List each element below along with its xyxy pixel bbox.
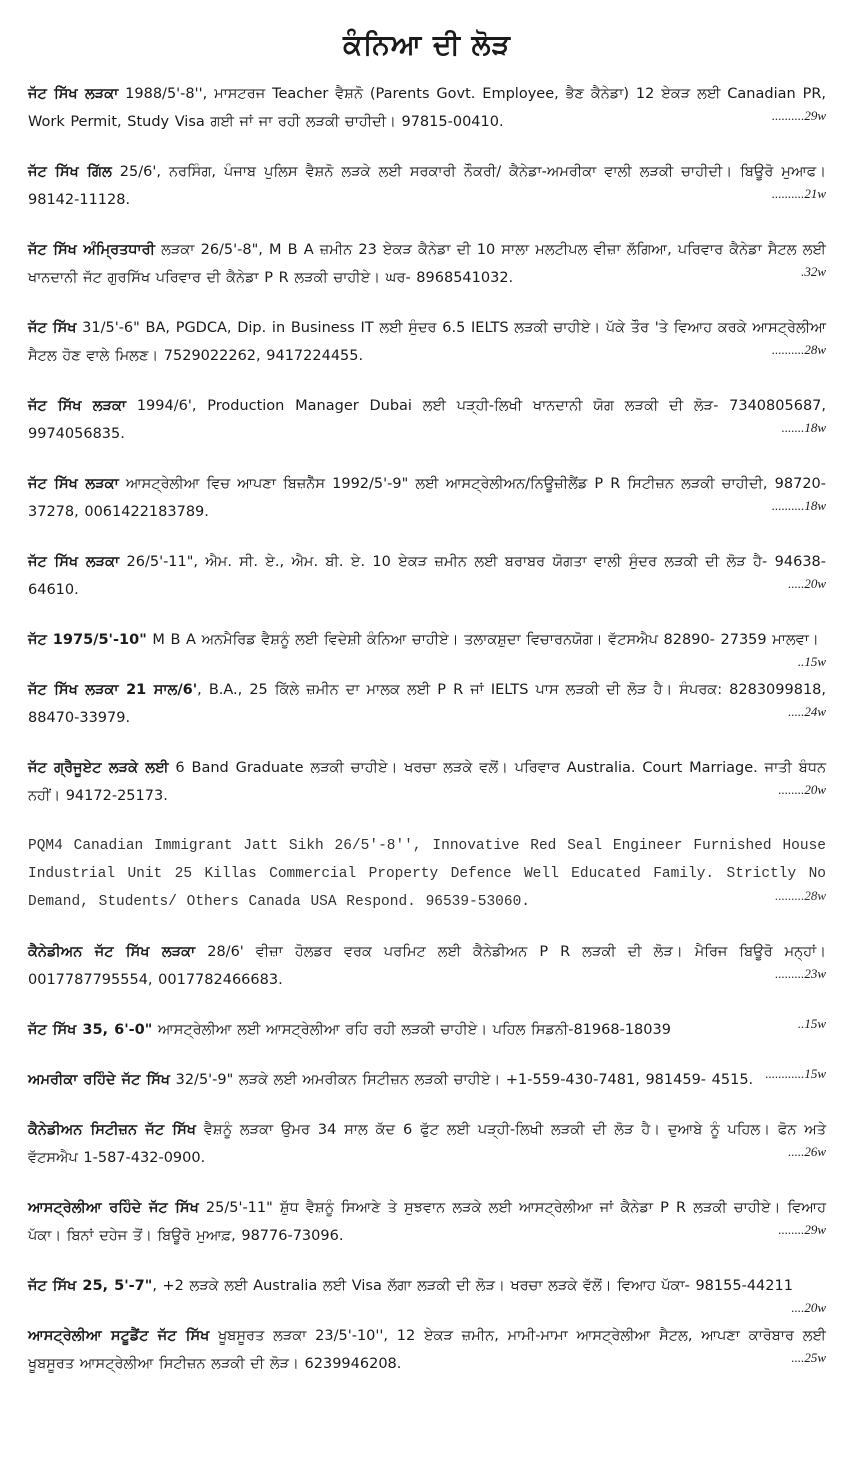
ad-lead: ਜੱਟ ਸਿੱਖ 25, 5'-7" xyxy=(28,1278,153,1294)
ad-text: , B.A., 25 ਕਿੱਲੇ ਜ਼ਮੀਨ ਦਾ ਮਾਲਕ ਲਈ P R ਜਾਂ IELTS ਪਾਸ ਲੜਕੀ ਦੀ ਲੋੜ ਹੈ। ਸੰਪਰਕ: 8283099818, 88470-33979. xyxy=(28,682,826,726)
classified-ad xyxy=(28,626,826,669)
ad-lead: ਆਸਟ੍ਰੇਲੀਆ ਰਹਿੰਦੇ ਜੱਟ ਸਿੱਖ xyxy=(28,1200,199,1216)
ad-code: ....20w xyxy=(791,1300,826,1315)
ad-code: ........29w xyxy=(778,1222,826,1237)
ad-code: .....26w xyxy=(788,1144,826,1159)
ad-code: ............15w xyxy=(765,1066,826,1081)
classified-ad xyxy=(28,80,826,136)
ad-text: 1988/5'-8'', ਮਾਸਟਰਜ Teacher ਵੈਸ਼ਨੋ (Parents Govt. Employee, ਭੈਣ ਕੈਨੇਡਾ) 12 ਏਕੜ ਲਈ Canadian PR, Work Permit, Study Visa ਗਈ ਜਾਂ ਜਾ ਰਹੀ ਲੜਕੀ ਚਾਹੀਦੀ। 97815-00410. xyxy=(28,86,827,130)
classified-ad xyxy=(28,236,826,292)
ad-lead: ਜੱਟ ਸਿੱਖ 35, 6'-0" xyxy=(28,1022,153,1038)
classified-ad xyxy=(28,470,826,526)
classified-ad xyxy=(28,1194,826,1250)
ad-code: ..........29w xyxy=(771,108,826,123)
classified-ad xyxy=(28,1016,826,1044)
ad-text: ਲੜਕਾ 26/5'-8", M B A ਜ਼ਮੀਨ 23 ਏਕੜ ਕੈਨੇਡਾ ਦੀ 10 ਸਾਲਾ ਮਲਟੀਪਲ ਵੀਜ਼ਾ ਲੱਗਿਆ, ਪਰਿਵਾਰ ਕੈਨੇਡਾ ਸੈਟਲ ਲਈ ਖਾਨਦਾਨੀ ਜੱਟ ਗੁਰਸਿੱਖ ਪਰਿਵਾਰ ਦੀ ਕੈਨੇਡਾ P R ਲੜਕੀ ਚਾਹੀਏ। ਘਰ- 8968541032. xyxy=(28,242,826,286)
ad-text: 28/6' ਵੀਜ਼ਾ ਹੋਲਡਰ ਵਰਕ ਪਰਮਿਟ ਲਈ ਕੈਨੇਡੀਅਨ P R ਲੜਕੀ ਦੀ ਲੋੜ। ਮੈਰਿਜ ਬਿਊਰੋ ਮਨ੍ਹਾਂ। 0017787795554, 0017782466683. xyxy=(28,944,826,988)
classified-ad xyxy=(28,832,826,916)
ad-text: ਆਸਟ੍ਰੇਲੀਆ ਲਈ ਆਸਟ੍ਰੇਲੀਆ ਰਹਿ ਰਹੀ ਲੜਕੀ ਚਾਹੀਏ। ਪਹਿਲ ਸਿਡਨੀ-81968-18039 xyxy=(152,1022,671,1038)
ad-lead: ਜੱਟ ਸਿੱਖ ਲੜਕਾ xyxy=(28,86,119,102)
ad-lead: ਜੱਟ ਸਿੱਖ ਲੜਕਾ xyxy=(28,476,119,492)
ad-lead: ਜੱਟ ਸਿੱਖ ਅੰਮ੍ਰਿਤਧਾਰੀ xyxy=(28,242,156,258)
ad-code: .........28w xyxy=(775,888,826,903)
ad-text: 25/5'-11" ਸ਼ੁੱਧ ਵੈਸ਼ਨੂੰ ਸਿਆਣੇ ਤੇ ਸੁਝਵਾਨ ਲੜਕੇ ਲਈ ਆਸਟ੍ਰੇਲੀਆ ਜਾਂ ਕੈਨੇਡਾ P R ਲੜਕੀ ਚਾਹੀਏ। ਵਿਆਹ ਪੱਕਾ। ਬਿਨਾਂ ਦਹੇਜ ਤੋਂ। ਬਿਊਰੋ ਮੁਆਫ਼, 98776-73096. xyxy=(28,1200,826,1244)
ad-text: ਖੂਬਸੂਰਤ ਲੜਕਾ 23/5'-10'', 12 ਏਕੜ ਜ਼ਮੀਨ, ਮਾਮੀ-ਮਾਮਾ ਆਸਟ੍ਰੇਲੀਆ ਸੈਟਲ, ਆਪਣਾ ਕਾਰੋਬਾਰ ਲਈ ਖੂਬਸੂਰਤ ਆਸਟ੍ਰੇਲੀਆ ਸਿਟੀਜ਼ਨ ਲੜਕੀ ਦੀ ਲੋੜ। 6239946208. xyxy=(28,1328,826,1372)
ad-text: , +2 ਲੜਕੇ ਲਈ Australia ਲਈ Visa ਲੱਗਾ ਲੜਕੀ ਦੀ ਲੋੜ। ਖਰਚਾ ਲੜਕੇ ਵੱਲੋਂ। ਵਿਆਹ ਪੱਕਾ- 98155-44211 xyxy=(152,1278,793,1294)
ad-text: 31/5'-6" BA, PGDCA, Dip. in Business IT ਲਈ ਸੁੰਦਰ 6.5 IELTS ਲੜਕੀ ਚਾਹੀਏ। ਪੱਕੇ ਤੌਰ 'ਤੇ ਵਿਆਹ ਕਰਕੇ ਆਸਟ੍ਰੇਲੀਆ ਸੈਟਲ ਹੋਣ ਵਾਲੇ ਮਿਲਣ। 7529022262, 9417224455. xyxy=(28,320,826,364)
ad-code: .........23w xyxy=(775,966,826,981)
ad-code: ..........21w xyxy=(771,186,826,201)
classified-ad xyxy=(28,938,826,994)
ad-text: M B A ਅਨਮੈਰਿਡ ਵੈਸ਼ਨੂੰ ਲਈ ਵਿਦੇਸ਼ੀ ਕੰਨਿਆ ਚਾਹੀਏ। ਤਲਾਕਸ਼ੁਦਾ ਵਿਚਾਰਨਯੋਗ। ਵੱਟਸਐਪ 82890- 27359 ਮਾਲਵਾ। xyxy=(146,632,819,648)
classified-ad xyxy=(28,158,826,214)
ad-code: .32w xyxy=(801,264,826,279)
ad-code: ..15w xyxy=(797,1016,826,1031)
ad-code: .....24w xyxy=(788,704,826,719)
ad-lead: ਆਸਟ੍ਰੇਲੀਆ ਸਟੂਡੈਂਟ ਜੱਟ ਸਿੱਖ xyxy=(28,1328,210,1344)
classified-ad xyxy=(28,1116,826,1172)
ad-text: ਵੈਸ਼ਨੂੰ ਲੜਕਾ ਉਮਰ 34 ਸਾਲ ਕੱਦ 6 ਫੁੱਟ ਲਈ ਪੜ੍ਹੀ-ਲਿਖੀ ਲੜਕੀ ਦੀ ਲੋੜ ਹੈ। ਦੁਆਬੇ ਨੂੰ ਪਹਿਲ। ਫੋਨ ਅਤੇ ਵੱਟਸਐਪ 1-587-432-0900. xyxy=(28,1122,826,1166)
ad-lead: ਅਮਰੀਕਾ ਰਹਿੰਦੇ ਜੱਟ ਸਿੱਖ xyxy=(28,1072,170,1088)
page-title: ਕੰਨਿਆ ਦੀ ਲੋੜ xyxy=(343,28,511,61)
ad-text: 6 Band Graduate ਲੜਕੀ ਚਾਹੀਏ। ਖਰਚਾ ਲੜਕੇ ਵਲੋਂ। ਪਰਿਵਾਰ Australia. Court Marriage. ਜਾਤੀ ਬੰਧਨ ਨਹੀਂ। 94172-25173. xyxy=(28,760,827,804)
ads-list xyxy=(28,80,826,1378)
classified-ad xyxy=(28,392,826,448)
classified-ad xyxy=(28,1272,826,1315)
ad-code: ........20w xyxy=(778,782,826,797)
ad-lead: ਜੱਟ ਸਿੱਖ ਲੜਕਾ xyxy=(28,398,127,414)
ad-lead: ਜੱਟ 1975/5'-10" xyxy=(28,632,147,648)
ad-text: 26/5'-11", ਐਮ. ਸੀ. ਏ., ਐਮ. ਬੀ. ਏ. 10 ਏਕੜ ਜ਼ਮੀਨ ਲਈ ਬਰਾਬਰ ਯੋਗਤਾ ਵਾਲੀ ਸੁੰਦਰ ਲੜਕੀ ਦੀ ਲੋੜ ਹੈ- 94638-64610. xyxy=(28,554,826,598)
classified-ad xyxy=(28,314,826,370)
classified-ad xyxy=(28,548,826,604)
ad-code: ..........18w xyxy=(771,498,826,513)
ad-text: 1994/6', Production Manager Dubai ਲਈ ਪੜ੍ਹੀ-ਲਿਖੀ ਖਾਨਦਾਨੀ ਯੋਗ ਲੜਕੀ ਦੀ ਲੋੜ- 7340805687, 9974056835. xyxy=(28,398,826,442)
classified-ad xyxy=(28,754,826,810)
ad-lead: ਜੱਟ ਸਿੱਖ ਲੜਕਾ 21 ਸਾਲ/6' xyxy=(28,682,198,698)
ad-code: .....20w xyxy=(788,576,826,591)
classified-ad xyxy=(28,1322,826,1378)
ad-lead: ਜੱਟ ਗ੍ਰੈਜੂਏਟ ਲੜਕੇ ਲਈ xyxy=(28,760,169,776)
ad-code: ....25w xyxy=(791,1350,826,1365)
ad-lead: ਜੱਟ ਸਿੱਖ ਗਿੱਲ xyxy=(28,164,112,180)
ad-text: 25/6', ਨਰਸਿੰਗ, ਪੰਜਾਬ ਪੁਲਿਸ ਵੈਸ਼ਨੋ ਲੜਕੇ ਲਈ ਸਰਕਾਰੀ ਨੌਕਰੀ/ ਕੈਨੇਡਾ-ਅਮਰੀਕਾ ਵਾਲੀ ਲੜਕੀ ਚਾਹੀਦੀ। ਬਿਊਰੋ ਮੁਆਫ। 98142-11128. xyxy=(28,164,826,208)
ad-lead: ਜੱਟ ਸਿੱਖ xyxy=(28,320,77,336)
classified-ad xyxy=(28,1066,826,1094)
ad-code: ..........28w xyxy=(771,342,826,357)
ad-code: ..15w xyxy=(797,654,826,669)
ad-text: PQM4 Canadian Immigrant Jatt Sikh 26/5'-8'', Innovative Red Seal Engineer Furnished House Industrial Unit 25 Killas Commercial Property Defence Well Educated Family. Strictly No Demand, Students/ Others Canada USA Respond. 96539-53060. xyxy=(28,838,826,910)
ad-lead: ਕੈਨੇਡੀਅਨ ਜੱਟ ਸਿੱਖ ਲੜਕਾ xyxy=(28,944,196,960)
classified-ad xyxy=(28,676,826,732)
ad-code: .......18w xyxy=(781,420,826,435)
ad-text: ਆਸਟ੍ਰੇਲੀਆ ਵਿਚ ਆਪਣਾ ਬਿਜ਼ਨੈੱਸ 1992/5'-9" ਲਈ ਆਸਟ੍ਰੇਲੀਅਨ/ਨਿਊਜ਼ੀਲੈਂਡ P R ਸਿਟੀਜ਼ਨ ਲੜਕੀ ਚਾਹੀਦੀ, 98720-37278, 0061422183789. xyxy=(28,476,827,520)
ad-lead: ਕੈਨੇਡੀਅਨ ਸਿਟੀਜ਼ਨ ਜੱਟ ਸਿੱਖ xyxy=(28,1122,196,1138)
ad-lead: ਜੱਟ ਸਿੱਖ ਲੜਕਾ xyxy=(28,554,120,570)
ad-text: 32/5'-9" ਲੜਕੇ ਲਈ ਅਮਰੀਕਨ ਸਿਟੀਜ਼ਨ ਲੜਕੀ ਚਾਹੀਏ। +1-559-430-7481, 981459- 4515. xyxy=(170,1072,754,1088)
